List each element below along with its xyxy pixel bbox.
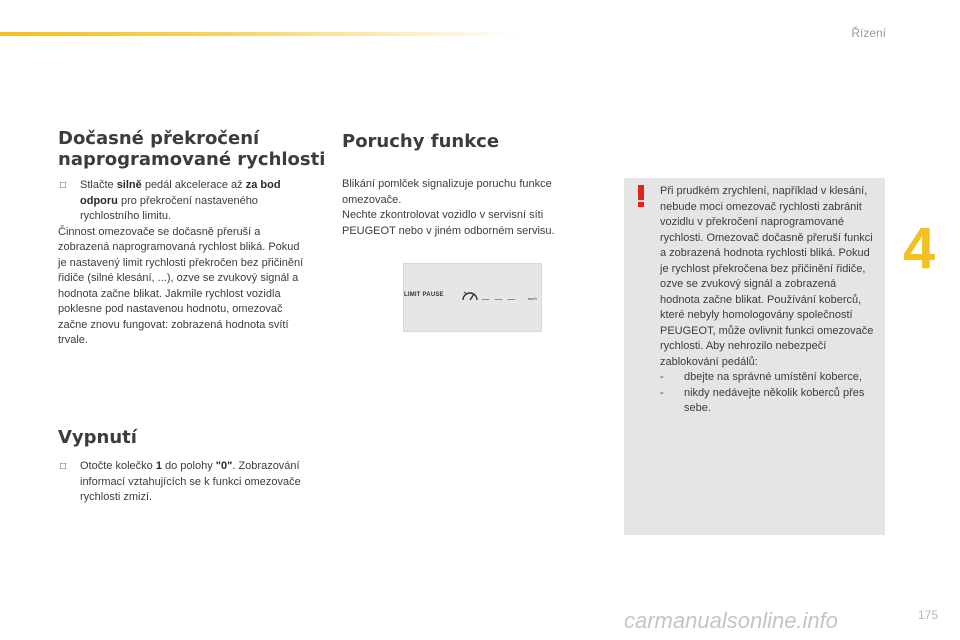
chapter-title: Řízení (851, 26, 886, 40)
docasne-paragraph: Činnost omezovače se dočasně přeruší a zobrazená naprogramovaná rychlost bliká. Pokud je nastavený limit rychlosti překročen bez přičinění řidiče (silné klesání, ...), ozve se zvukový signál a hodnota začne blikat. Jakmile rychlost vozidla poklesne pod nastavenou hodnotu, omezovač začne znovu fungovat: zobrazená hodnota svítí trvale. (58, 225, 304, 346)
watermark: carmanualsonline.info (624, 608, 839, 633)
warning-item: - nikdy nedávejte několik koberců přes sebe. (660, 386, 865, 414)
docasne-bullet: □ Stlačte silně pedál akcelerace až za bod odporu pro překročení nastaveného rychlostního limitu. (60, 179, 281, 222)
display-unit: km/h (528, 296, 537, 301)
docasne-body (58, 178, 310, 349)
poruchy-line-1: Blikání pomlček signalizuje poruchu funkce omezovače. (342, 178, 552, 206)
poruchy-body (342, 177, 592, 239)
section-title-docasne (58, 128, 328, 170)
section-title-vypnuti: Vypnutí (58, 427, 137, 448)
title-line-2: naprogramované rychlosti (58, 149, 326, 170)
poruchy-line-2: Nechte zkontrolovat vozidlo v servisní síti PEUGEOT nebo v jiném odborném servisu. (342, 209, 555, 237)
vypnuti-body (58, 459, 310, 506)
display-label: LIMIT PAUSE (404, 292, 444, 298)
section-title-poruchy: Poruchy funkce (342, 131, 500, 152)
page-number: 175 (917, 608, 938, 622)
top-accent-bar (0, 32, 520, 36)
speed-limiter-display-image (403, 263, 542, 332)
title-line-1: Dočasné překročení (58, 128, 260, 149)
bullet-arrow-icon: □ (60, 461, 67, 472)
vypnuti-bullet: □ Otočte kolečko 1 do polohy "0". Zobrazování informací vztahujících se k funkci omezovače rychlosti zmizí. (60, 460, 301, 503)
warning-item: - dbejte na správné umístění koberce, (660, 371, 862, 383)
bullet-arrow-icon: □ (60, 180, 67, 191)
exclamation-icon (634, 185, 648, 207)
chapter-number: 4 (903, 216, 936, 281)
display-dashes: _ _ _ (482, 286, 516, 301)
warning-panel (624, 178, 885, 535)
warning-paragraph: Při prudkém zrychlení, například v klesání, nebude moci omezovač rychlosti zabránit vozidlu v překročení naprogramované rychlosti. Omezovač dočasně přeruší funkci a zobrazená hodnota rychlosti bliká. Pokud je rychlost překročena bez přičinění řidiče, ozve se zvukový signál a zobrazená hodnota začne blikat. Používání koberců, které nebyly homologovány společností PEUGEOT, může ovlivnit funkci omezovače rychlosti. Aby nehrozilo nebezpečí zablokování pedálů: (660, 185, 874, 368)
speedometer-icon (461, 288, 479, 302)
warning-text (660, 184, 878, 417)
